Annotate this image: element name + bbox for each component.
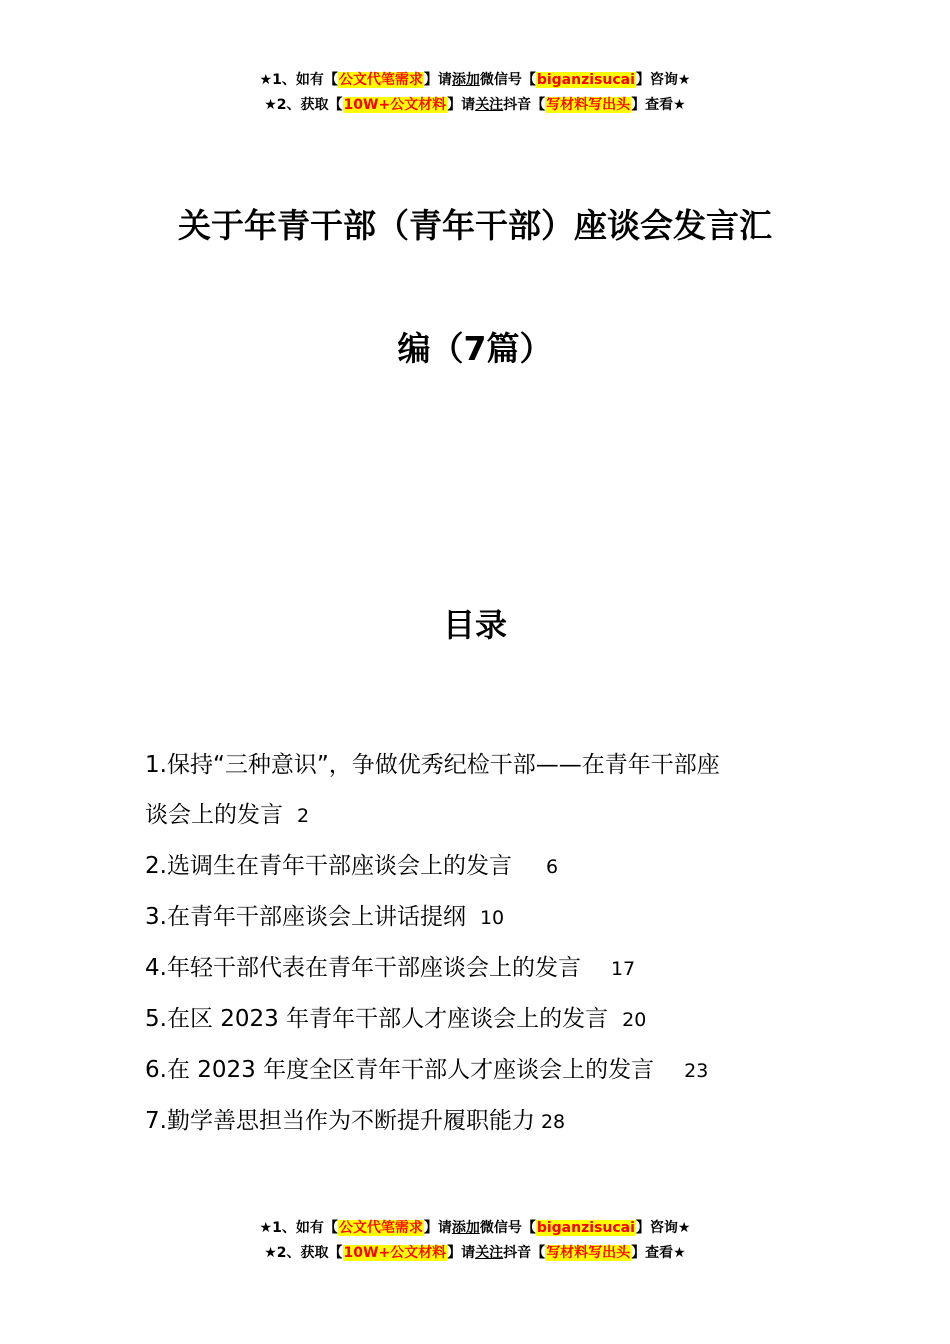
banner-text: 微信号【: [479, 1220, 536, 1236]
banner-wechat-id: biganzisucai: [536, 1220, 635, 1236]
banner-text: ★2、获取【: [264, 97, 343, 113]
banner-account: 写材料写出头: [546, 97, 631, 113]
toc-entry-4[interactable]: [145, 943, 825, 994]
banner-line-2: [0, 93, 950, 118]
banner-text: ★2、获取【: [264, 1245, 343, 1261]
banner-text: 抖音【: [503, 1245, 546, 1261]
toc-entry-title: 7.勤学善思担当作为不断提升履职能力: [145, 1108, 535, 1134]
toc-entry-title: 2.选调生在青年干部座谈会上的发言: [145, 853, 512, 879]
banner-highlight: 10W+公文材料: [343, 1245, 447, 1261]
banner-account: 写材料写出头: [546, 1245, 631, 1261]
banner-emphasis: 添加: [451, 1220, 480, 1236]
banner-text: ★1、如有【: [259, 72, 338, 88]
document-title-line-2: 编（7篇）: [397, 329, 553, 368]
banner-highlight: 公文代笔需求: [338, 72, 423, 88]
banner-text: 】查看★: [631, 97, 686, 113]
banner-emphasis: 关注: [475, 97, 504, 113]
toc-entry-title: 1.保持“三种意识”，争做优秀纪检干部——在青年干部座: [145, 752, 720, 778]
toc-entry-title: 5.在区 2023 年青年干部人才座谈会上的发言: [145, 1006, 609, 1032]
bottom-banner: [0, 1216, 950, 1266]
toc-heading: 目录: [442, 606, 507, 644]
banner-text: 】咨询★: [635, 72, 691, 88]
banner-line-1: [0, 1216, 950, 1241]
toc-entry-1[interactable]: [145, 740, 825, 841]
banner-wechat-id: biganzisucai: [536, 72, 635, 88]
toc-entry-title: 3.在青年干部座谈会上讲话提纲: [145, 904, 466, 930]
banner-line-1: [0, 68, 950, 93]
banner-text: 】请: [447, 97, 476, 113]
toc-entry-6[interactable]: [145, 1045, 825, 1096]
toc-page-number: 20: [622, 1009, 647, 1031]
top-banner: [0, 68, 950, 118]
banner-line-2: [0, 1241, 950, 1266]
toc-page-number: 10: [479, 907, 505, 929]
toc-entry-5[interactable]: [145, 994, 825, 1045]
toc-page-number: 6: [545, 856, 559, 878]
banner-text: 】请: [423, 72, 452, 88]
document-title-line-1: 关于年青干部（青年干部）座谈会发言汇: [178, 206, 772, 245]
toc-entry-3[interactable]: [145, 892, 825, 943]
banner-text: 】咨询★: [635, 1220, 691, 1236]
toc-entry-7[interactable]: [145, 1096, 825, 1147]
toc-page-number: 28: [540, 1111, 566, 1133]
banner-emphasis: 添加: [451, 72, 480, 88]
banner-text: 】请: [423, 1220, 452, 1236]
toc-entry-title: 谈会上的发言: [145, 802, 283, 828]
banner-highlight: 公文代笔需求: [338, 1220, 423, 1236]
banner-text: 微信号【: [479, 72, 536, 88]
banner-text: 抖音【: [503, 97, 546, 113]
table-of-contents: [145, 740, 825, 1147]
toc-page-number: 2: [297, 805, 310, 827]
banner-emphasis: 关注: [475, 1245, 504, 1261]
banner-text: 】查看★: [631, 1245, 686, 1261]
toc-entry-2[interactable]: [145, 841, 825, 892]
toc-entry-title: 6.在 2023 年度全区青年干部人才座谈会上的发言: [145, 1057, 655, 1083]
toc-page-number: 23: [684, 1060, 709, 1082]
banner-highlight: 10W+公文材料: [343, 97, 447, 113]
banner-text: ★1、如有【: [259, 1220, 338, 1236]
toc-page-number: 17: [610, 958, 636, 980]
banner-text: 】请: [447, 1245, 476, 1261]
toc-entry-title: 4.年轻干部代表在青年干部座谈会上的发言: [145, 955, 581, 981]
